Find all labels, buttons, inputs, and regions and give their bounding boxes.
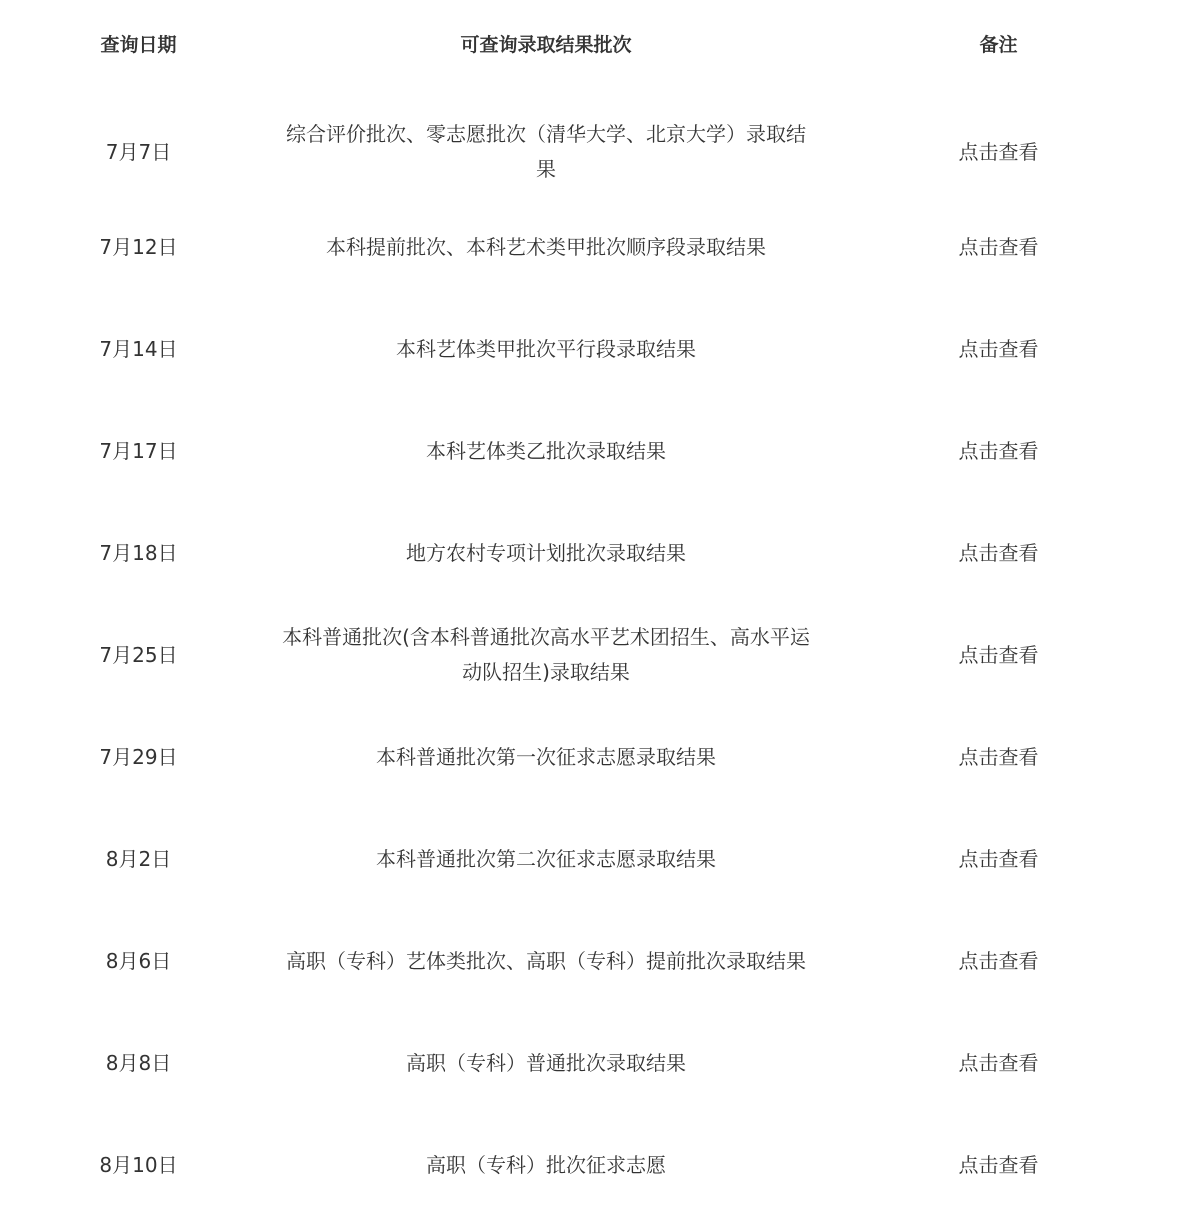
batch-text: 高职（专科）普通批次录取结果	[406, 1050, 686, 1075]
cell-note	[815, 94, 1182, 196]
cell-batch	[277, 1012, 815, 1114]
batch-text: 本科艺体类乙批次录取结果	[426, 438, 666, 463]
batch-text: 本科艺体类甲批次平行段录取结果	[396, 336, 696, 361]
cell-date: 7月29日	[99, 744, 178, 769]
cell-note	[815, 1114, 1182, 1216]
header-date	[0, 0, 277, 94]
cell-note	[815, 502, 1182, 604]
view-link[interactable]: 点击查看	[958, 139, 1039, 164]
cell-batch	[277, 196, 815, 298]
cell-note	[815, 910, 1182, 1012]
cell-date: 7月7日	[105, 139, 172, 164]
cell-batch	[277, 400, 815, 502]
batch-text: 本科提前批次、本科艺术类甲批次顺序段录取结果	[326, 234, 766, 259]
batch-text: 地方农村专项计划批次录取结果	[406, 540, 686, 565]
cell-batch	[277, 910, 815, 1012]
view-link[interactable]: 点击查看	[958, 540, 1039, 565]
header-note-label: 备注	[979, 34, 1018, 56]
view-link[interactable]: 点击查看	[958, 336, 1039, 361]
cell-note	[815, 196, 1182, 298]
table-row	[0, 1114, 1182, 1216]
cell-batch	[277, 1114, 815, 1216]
cell-batch	[277, 706, 815, 808]
table-row	[0, 706, 1182, 808]
cell-batch	[277, 298, 815, 400]
table-row	[0, 400, 1182, 502]
cell-note	[815, 298, 1182, 400]
cell-date: 7月12日	[99, 234, 178, 259]
cell-date: 7月25日	[99, 642, 178, 667]
cell-date: 7月18日	[99, 540, 178, 565]
header-date-label: 查询日期	[100, 34, 177, 56]
batch-text: 综合评价批次、零志愿批次（清华大学、北京大学）录取结果	[286, 122, 806, 181]
batch-text: 本科普通批次第一次征求志愿录取结果	[376, 744, 716, 769]
cell-batch	[277, 808, 815, 910]
cell-date: 8月2日	[105, 846, 172, 871]
table-row	[0, 1012, 1182, 1114]
cell-date: 8月6日	[105, 948, 172, 973]
view-link[interactable]: 点击查看	[958, 1152, 1039, 1177]
cell-batch	[277, 502, 815, 604]
view-link[interactable]: 点击查看	[958, 846, 1039, 871]
header-batch-label: 可查询录取结果批次	[460, 34, 632, 56]
table-row	[0, 910, 1182, 1012]
table-body	[0, 94, 1182, 1216]
cell-note	[815, 604, 1182, 706]
table-header	[0, 0, 1182, 94]
view-link[interactable]: 点击查看	[958, 438, 1039, 463]
view-link[interactable]: 点击查看	[958, 234, 1039, 259]
cell-batch	[277, 604, 815, 706]
view-link[interactable]: 点击查看	[958, 1050, 1039, 1075]
cell-note	[815, 400, 1182, 502]
table-row	[0, 502, 1182, 604]
table-row	[0, 604, 1182, 706]
cell-note	[815, 1012, 1182, 1114]
table-row	[0, 298, 1182, 400]
batch-text: 高职（专科）艺体类批次、高职（专科）提前批次录取结果	[286, 948, 806, 973]
header-row	[0, 0, 1182, 94]
cell-date: 7月14日	[99, 336, 178, 361]
view-link[interactable]: 点击查看	[958, 642, 1039, 667]
table-row	[0, 196, 1182, 298]
table-row	[0, 94, 1182, 196]
cell-date: 8月8日	[105, 1050, 172, 1075]
batch-text: 本科普通批次第二次征求志愿录取结果	[376, 846, 716, 871]
batch-text: 高职（专科）批次征求志愿	[426, 1152, 666, 1177]
cell-date: 8月10日	[99, 1152, 178, 1177]
header-note	[815, 0, 1182, 94]
view-link[interactable]: 点击查看	[958, 744, 1039, 769]
cell-date: 7月17日	[99, 438, 178, 463]
header-batch	[277, 0, 815, 94]
batch-text: 本科普通批次(含本科普通批次高水平艺术团招生、高水平运动队招生)录取结果	[282, 625, 810, 684]
cell-note	[815, 808, 1182, 910]
cell-batch	[277, 94, 815, 196]
table-row	[0, 808, 1182, 910]
cell-note	[815, 706, 1182, 808]
view-link[interactable]: 点击查看	[958, 948, 1039, 973]
